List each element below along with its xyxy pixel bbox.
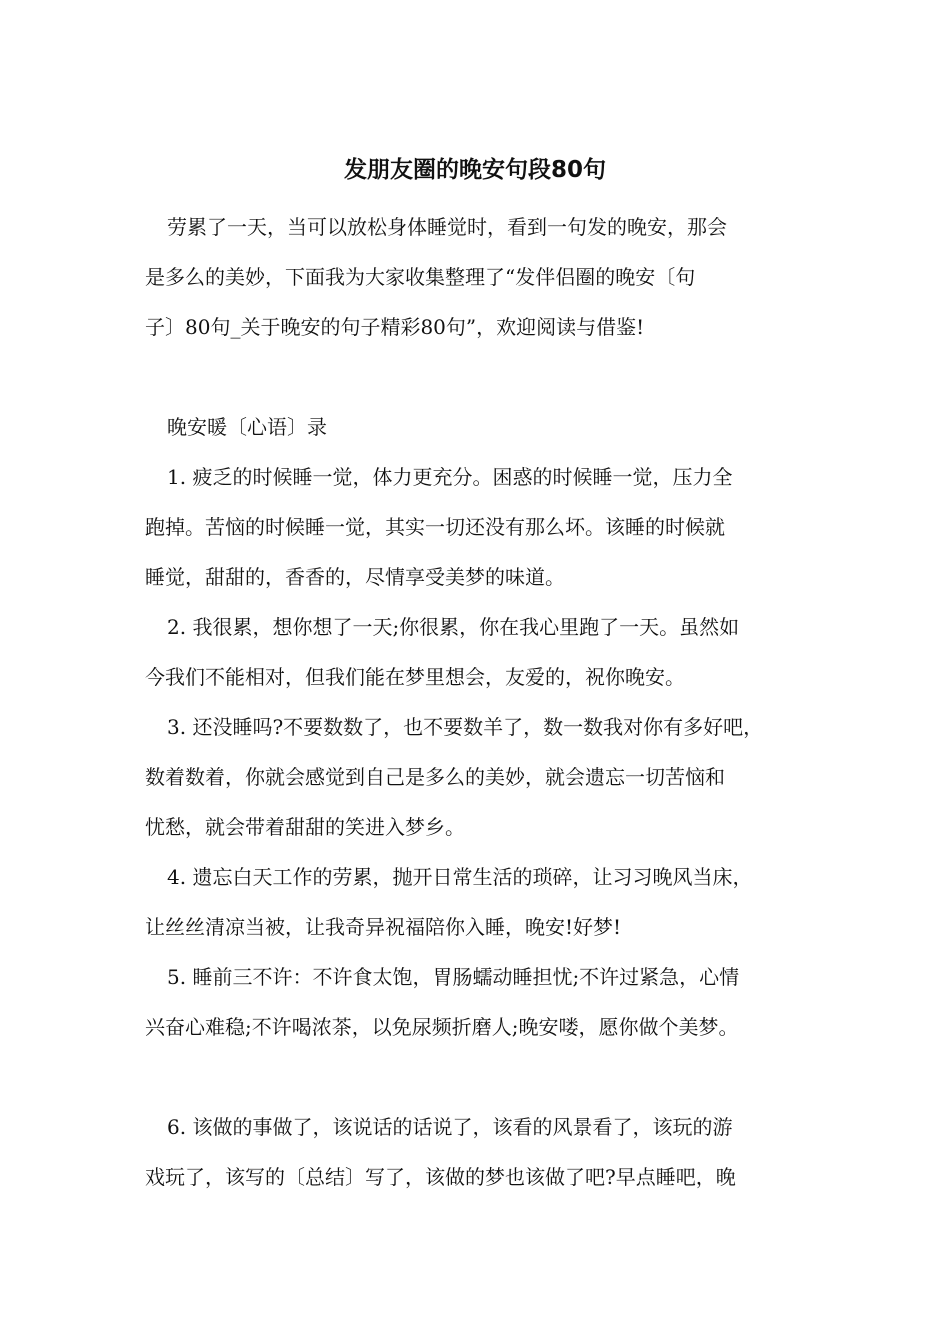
text-line: 睡觉，甜甜的，香香的，尽情享受美梦的味道。 [145, 565, 565, 589]
paragraph-spacer [145, 352, 817, 402]
document-title: 发朋友圈的晚安句段80句 [343, 157, 606, 183]
text-line: 劳累了一天，当可以放松身体睡觉时，看到一句发的晚安，那会 [167, 215, 727, 239]
text-line: 兴奋心难稳;不许喝浓茶，以免尿频折磨人;晚安喽，愿你做个美梦。 [145, 1015, 739, 1039]
document-body [145, 202, 817, 1202]
text-line: 6. 该做的事做了，该说话的话说了，该看的风景看了，该玩的游 [167, 1115, 733, 1139]
text-line: 4. 遗忘白天工作的劳累，抛开日常生活的琐碎，让习习晚风当床， [167, 865, 753, 889]
text-line: 跑掉。苦恼的时候睡一觉，其实一切还没有那么坏。该睡的时候就 [145, 515, 725, 539]
text-line: 5. 睡前三不许：不许食太饱，胃肠蠕动睡担忧;不许过紧急，心情 [167, 965, 740, 989]
text-line: 让丝丝清凉当被，让我奇异祝福陪你入睡，晚安!好梦! [145, 915, 622, 939]
text-line: 今我们不能相对，但我们能在梦里想会，友爱的，祝你晚安。 [145, 665, 685, 689]
text-line: 是多么的美妙，下面我为大家收集整理了“发伴侣圈的晚安〔句 [145, 265, 696, 289]
text-line: 2. 我很累，想你想了一天;你很累，你在我心里跑了一天。虽然如 [167, 615, 740, 639]
text-line: 1. 疲乏的时候睡一觉，体力更充分。困惑的时候睡一觉，压力全 [167, 465, 733, 489]
text-line: 戏玩了，该写的〔总结〕写了，该做的梦也该做了吧?早点睡吧，晚 [145, 1165, 736, 1189]
text-line: 3. 还没睡吗?不要数数了，也不要数羊了，数一数我对你有多好吧， [167, 715, 764, 739]
paragraph-spacer [145, 1052, 817, 1102]
text-line: 忧愁，就会带着甜甜的笑进入梦乡。 [145, 815, 465, 839]
text-line: 数着数着，你就会感觉到自己是多么的美妙，就会遗忘一切苦恼和 [145, 765, 725, 789]
text-line: 晚安暖〔心语〕录 [167, 415, 327, 439]
text-line: 子〕80句_关于晚安的句子精彩80句”，欢迎阅读与借鉴! [145, 315, 645, 339]
